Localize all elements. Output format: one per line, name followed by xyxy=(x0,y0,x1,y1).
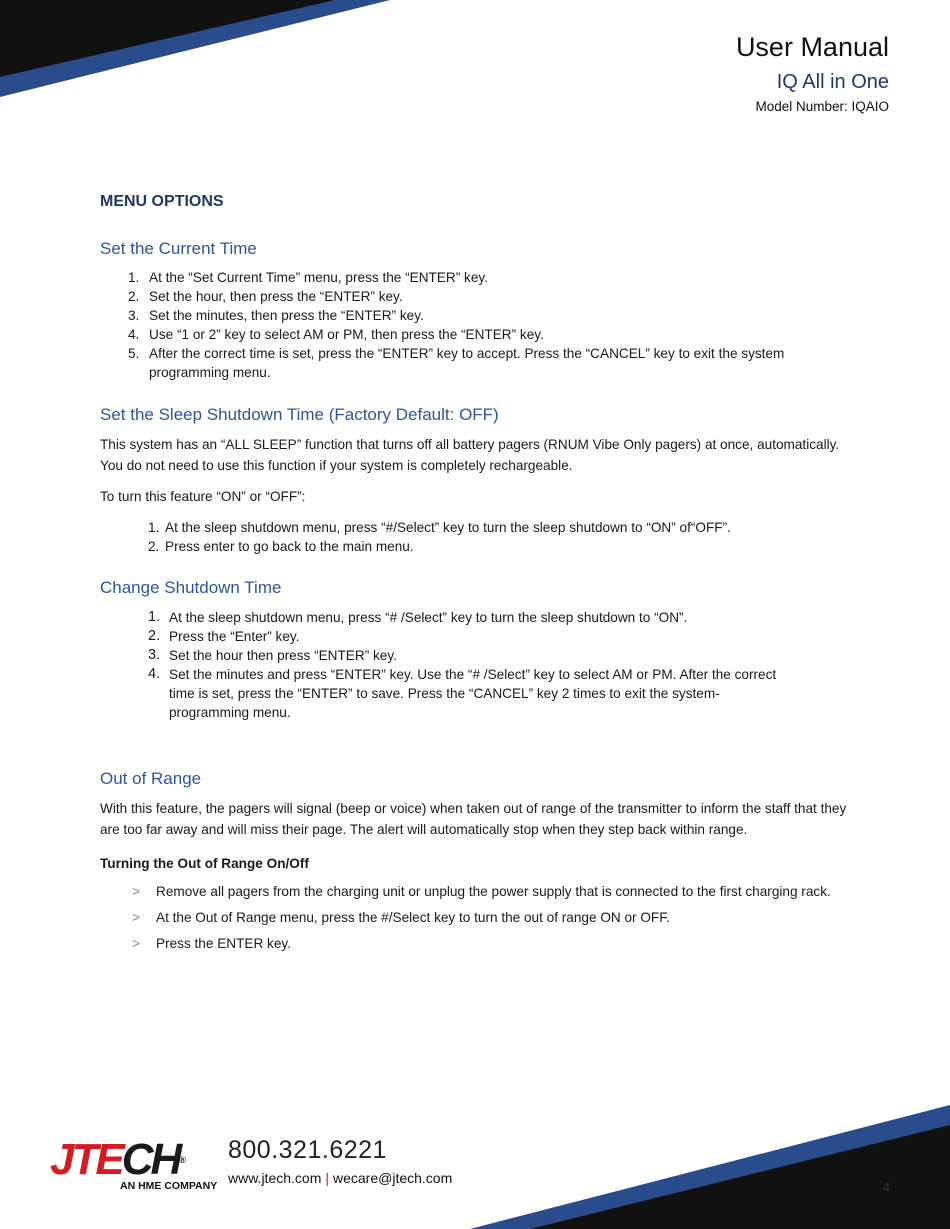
heading-sleep-shutdown: Set the Sleep Shutdown Time (Factory Default: OFF) xyxy=(100,405,499,424)
list-item: 4. Use “1 or 2” key to select AM or PM, then press the “ENTER” key. xyxy=(128,327,544,342)
section-title: MENU OPTIONS xyxy=(100,193,224,210)
arrow-bullet-icon: > xyxy=(132,936,140,951)
list-item: 1. At the “Set Current Time” menu, press the “ENTER” key. xyxy=(128,270,488,285)
list-item: 1. At the sleep shutdown menu, press “#/Select” key to turn the sleep shutdown to “ON” of“OFF”. xyxy=(148,520,731,535)
list-item: > At the Out of Range menu, press the #/Select key to turn the out of range ON or OFF. xyxy=(132,910,670,925)
list-item: 5. After the correct time is set, press the “ENTER” key to accept. Press the “CANCEL” key to exit the system programming menu. xyxy=(128,346,785,380)
list-item: 4. Set the minutes and press “ENTER” key. Use the “# /Select” key to select AM or PM. After the correct time is set, press the “ENTER” to save. Press the “CANCEL” key 2 times to exit the system-programming menu. xyxy=(148,666,777,720)
website-link[interactable]: www.jtech.com xyxy=(228,1170,322,1186)
product-name: IQ All in One xyxy=(776,71,889,93)
out-of-range-subheading: Turning the Out of Range On/Off xyxy=(100,856,309,871)
list-item: 2. Press enter to go back to the main menu. xyxy=(148,539,414,554)
toggle-intro: To turn this feature “ON” or “OFF”: xyxy=(100,489,306,504)
email-link[interactable]: wecare@jtech.com xyxy=(333,1170,453,1186)
model-number: Model Number: IQAIO xyxy=(755,99,889,114)
arrow-bullet-icon: > xyxy=(132,884,140,899)
document-header xyxy=(736,30,889,116)
out-of-range-description: With this feature, the pagers will signal (beep or voice) when taken out of range of the transmitter to inform the staff that they are too far away and will miss their page. The alert will automatically stop when they step back within range. xyxy=(100,801,847,837)
manual-title: User Manual xyxy=(735,32,889,62)
out-of-range-steps xyxy=(132,882,832,960)
heading-out-of-range: Out of Range xyxy=(100,769,202,788)
arrow-bullet-icon: > xyxy=(132,910,140,925)
list-item: > Press the ENTER key. xyxy=(132,936,291,951)
heading-change-shutdown: Change Shutdown Time xyxy=(100,578,282,597)
list-item: 2. Press the “Enter” key. xyxy=(148,628,300,644)
set-time-steps xyxy=(128,268,828,382)
jtech-logo: JTECH® AN HME COMPANY xyxy=(50,1135,218,1192)
heading-set-current-time: Set the Current Time xyxy=(100,239,257,258)
list-item: > Remove all pagers from the charging unit or unplug the power supply that is connected to the first charging rack. xyxy=(132,884,831,899)
list-item: 3. Set the hour then press “ENTER” key. xyxy=(148,647,397,663)
sleep-shutdown-steps xyxy=(148,518,798,556)
logo-tagline: AN HME COMPANY xyxy=(120,1180,218,1192)
change-shutdown-steps xyxy=(148,608,788,722)
contact-line xyxy=(228,1170,452,1186)
phone-number: 800.321.6221 xyxy=(228,1136,387,1164)
separator: | xyxy=(325,1170,329,1186)
sleep-shutdown-description: This system has an “ALL SLEEP” function that turns off all battery pagers (RNUM Vibe Only pagers) at once, automatically. You do not need to use this function if your system is completely rechargeable. xyxy=(100,437,840,473)
page-number: 4 xyxy=(882,1180,890,1195)
list-item: 2. Set the hour, then press the “ENTER” key. xyxy=(128,289,403,304)
list-item: 3. Set the minutes, then press the “ENTER” key. xyxy=(128,308,424,323)
list-item: 1. At the sleep shutdown menu, press “# /Select” key to turn the sleep shutdown to “ON”. xyxy=(148,609,688,625)
